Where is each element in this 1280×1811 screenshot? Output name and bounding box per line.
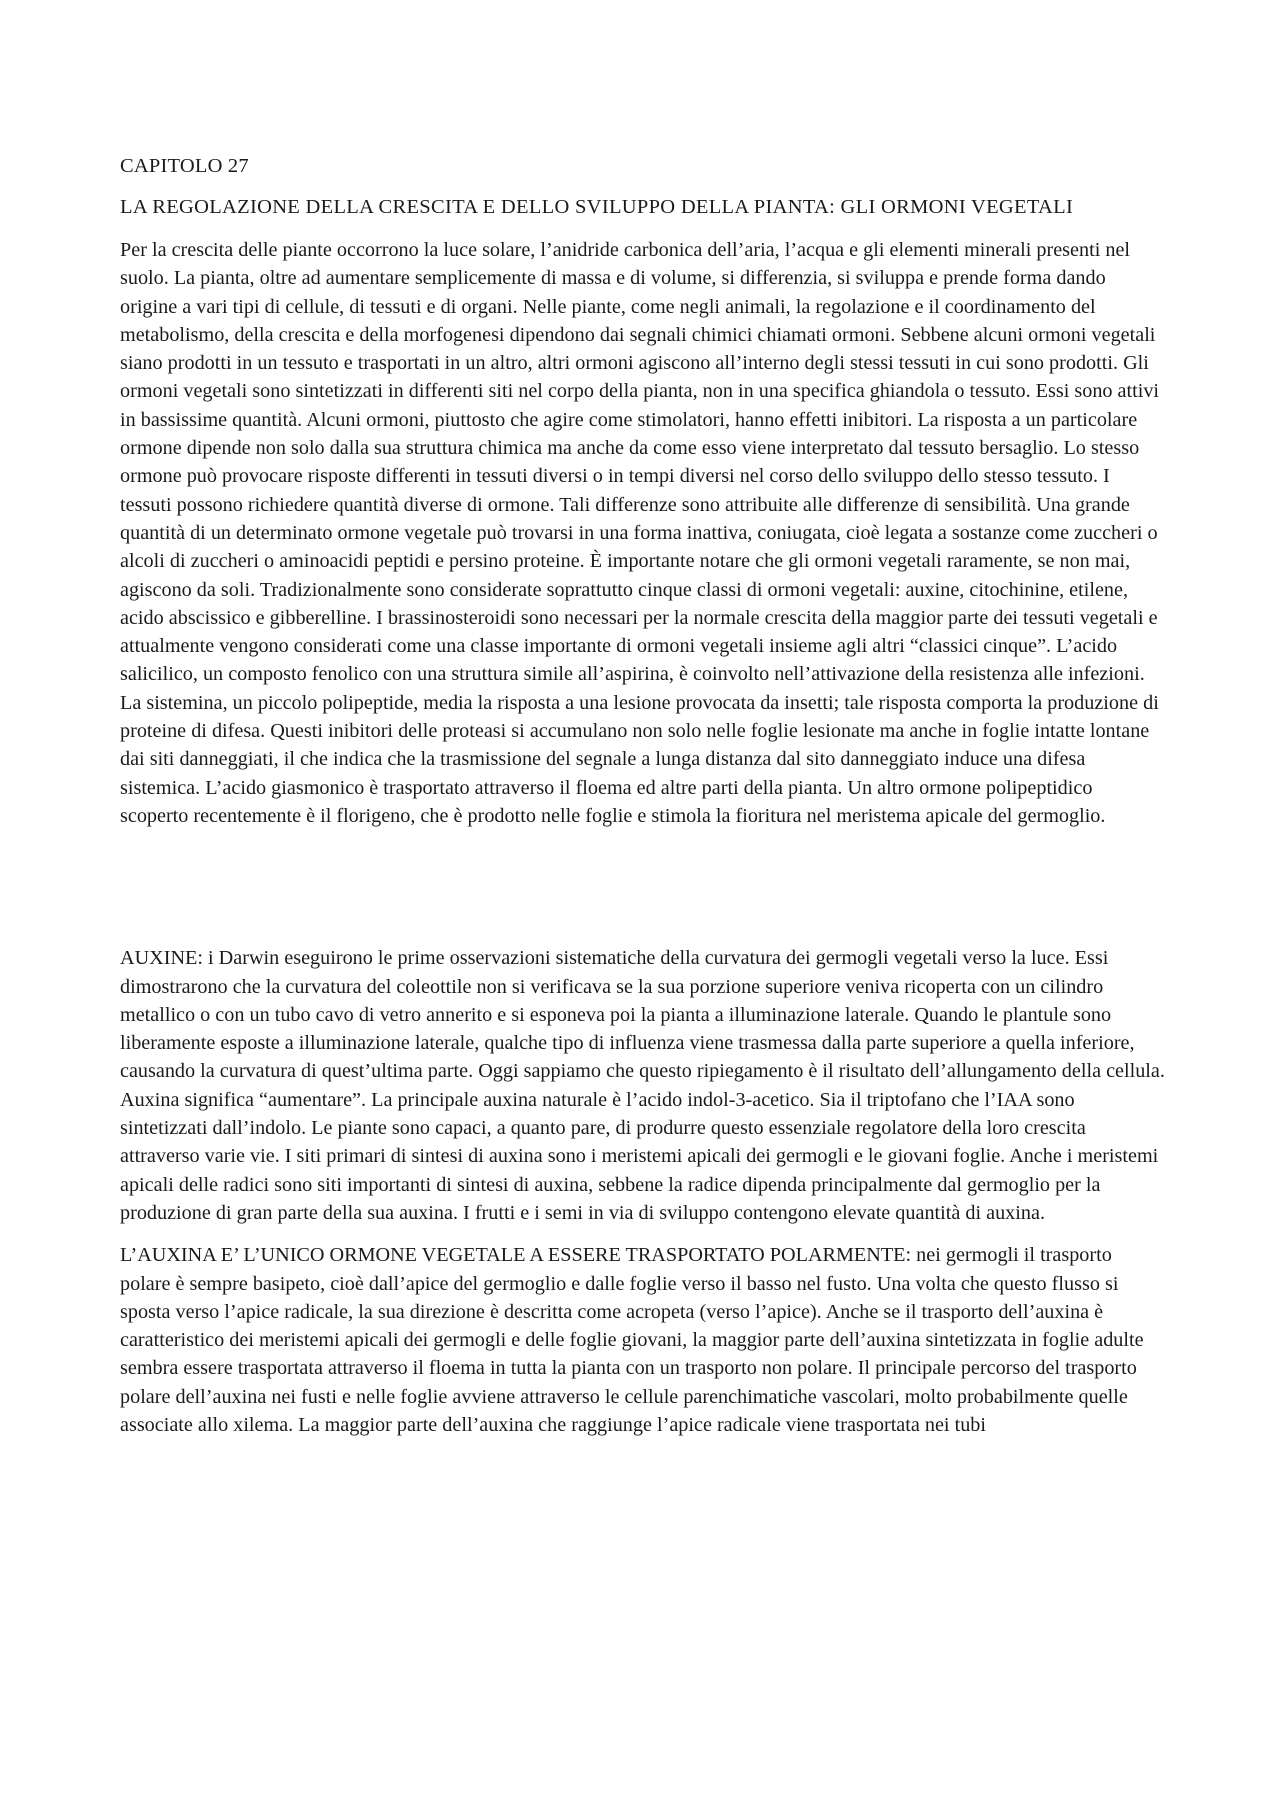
section-spacer [120,830,1165,944]
chapter-title: LA REGOLAZIONE DELLA CRESCITA E DELLO SVILUPPO DELLA PIANTA: GLI ORMONI VEGETALI [120,196,1074,218]
transport-paragraph: L’AUXINA E’ L’UNICO ORMONE VEGETALE A ESSERE TRASPORTATO POLARMENTE: nei germogli il trasporto polare è sempre basipeto, cioè dall’apice del germoglio e dalle foglie verso il basso nel fusto. Una volta che questo flusso si sposta verso l’apice radicale, la sua direzione è descritta come acropeta (verso l’apice). Anche se il trasporto dell’auxina è caratteristico dei meristemi apicali dei germogli e delle foglie giovani, la maggior parte dell’auxina sintetizzata in foglie adulte sembra essere trasportata attraverso il floema in tutta la pianta con un trasporto non polare. Il principale percorso del trasporto polare dell’auxina nei fusti e nelle foglie avviene attraverso le cellule parenchimatiche vascolari, molto probabilmente quelle associate allo xilema. La maggior parte dell’auxina che raggiunge l’apice radicale viene trasportata nei tubi [120,1244,1144,1436]
intro-paragraph: Per la crescita delle piante occorrono la luce solare, l’anidride carbonica dell’aria, l’acqua e gli elementi minerali presenti nel suolo. La pianta, oltre ad aumentare semplicemente di massa e di volume, si differenzia, si sviluppa e prende forma dando origine a vari tipi di cellule, di tessuti e di organi. Nelle piante, come negli animali, la regolazione e il coordinamento del metabolismo, della crescita e della morfogenesi dipendono dai segnali chimici chiamati ormoni. Sebbene alcuni ormoni vegetali siano prodotti in un tessuto e trasportati in un altro, altri ormoni agiscono all’interno degli stessi tessuti in cui sono prodotti. Gli ormoni vegetali sono sintetizzati in differenti siti nel corpo della pianta, non in una specifica ghiandola o tessuto. Essi sono attivi in bassissime quantità. Alcuni ormoni, piuttosto che agire come stimolatori, hanno effetti inibitori. La risposta a un particolare ormone dipende non solo dalla sua struttura chimica ma anche da come esso viene interpretato dal tessuto bersaglio. Lo stesso ormone può provocare risposte differenti in tessuti diversi o in tempi diversi nel corso dello sviluppo dello stesso tessuto. I tessuti possono richiedere quantità diverse di ormone. Tali differenze sono attribuite alle differenze di sensibilità. Una grande quantità di un determinato ormone vegetale può trovarsi in una forma inattiva, coniugata, cioè legata a sostanze come zuccheri o alcoli di zuccheri o aminoacidi peptidi e persino proteine. È importante notare che gli ormoni vegetali raramente, se non mai, agiscono da soli. Tradizionalmente sono considerate soprattutto cinque classi di ormoni vegetali: auxine, citochinine, etilene, acido abscissico e gibberelline. I brassinosteroidi sono necessari per la normale crescita della maggior parte dei tessuti vegetali e attualmente vengono considerati come una classe importante di ormoni vegetali insieme agli altri “classici cinque”. L’acido salicilico, un composto fenolico con una struttura simile all’aspirina, è coinvolto nell’attivazione della resistenza alle infezioni. La sistemina, un piccolo polipeptide, media la risposta a una lesione provocata da insetti; tale risposta comporta la produzione di proteine di difesa. Questi inibitori delle proteasi si accumulano non solo nelle foglie lesionate ma anche in foglie intatte lontane dai siti danneggiati, il che indica che la trasmissione del segnale a lunga distanza dal sito danneggiato induce una difesa sistemica. L’acido giasmonico è trasportato attraverso il floema ed altre parti della pianta. Un altro ormone polipeptidico scoperto recentemente è il florigeno, che è prodotto nelle foglie e stimola la fioritura nel meristema apicale del germoglio. [120,239,1160,827]
document-page [120,152,1165,1439]
chapter-heading: CAPITOLO 27 [120,155,249,177]
auxine-paragraph: AUXINE: i Darwin eseguirono le prime osservazioni sistematiche della curvatura dei germogli vegetali verso la luce. Essi dimostrarono che la curvatura del coleottile non si verificava se la sua porzione superiore veniva ricoperta con un cilindro metallico o con un tubo cavo di vetro annerito e si esponeva poi la pianta a illuminazione laterale. Quando le plantule sono liberamente esposte a illuminazione laterale, qualche tipo di influenza viene trasmessa dalla parte superiore a quella inferiore, causando la curvatura di quest’ultima parte. Oggi sappiamo che questo ripiegamento è il risultato dell’allungamento della cellula. Auxina significa “aumentare”. La principale auxina naturale è l’acido indol-3-acetico. Sia il triptofano che l’IAA sono sintetizzati dall’indolo. Le piante sono capaci, a quanto pare, di produrre questo essenziale regolatore della loro crescita attraverso varie vie. I siti primari di sintesi di auxina sono i meristemi apicali dei germogli e le giovani foglie. Anche i meristemi apicali delle radici sono siti importanti di sintesi di auxina, sebbene la radice dipenda principalmente dal germoglio per la produzione di gran parte della sua auxina. I frutti e i semi in via di sviluppo contengono elevate quantità di auxina. [120,947,1165,1224]
paragraph-spacer [120,1227,1165,1241]
